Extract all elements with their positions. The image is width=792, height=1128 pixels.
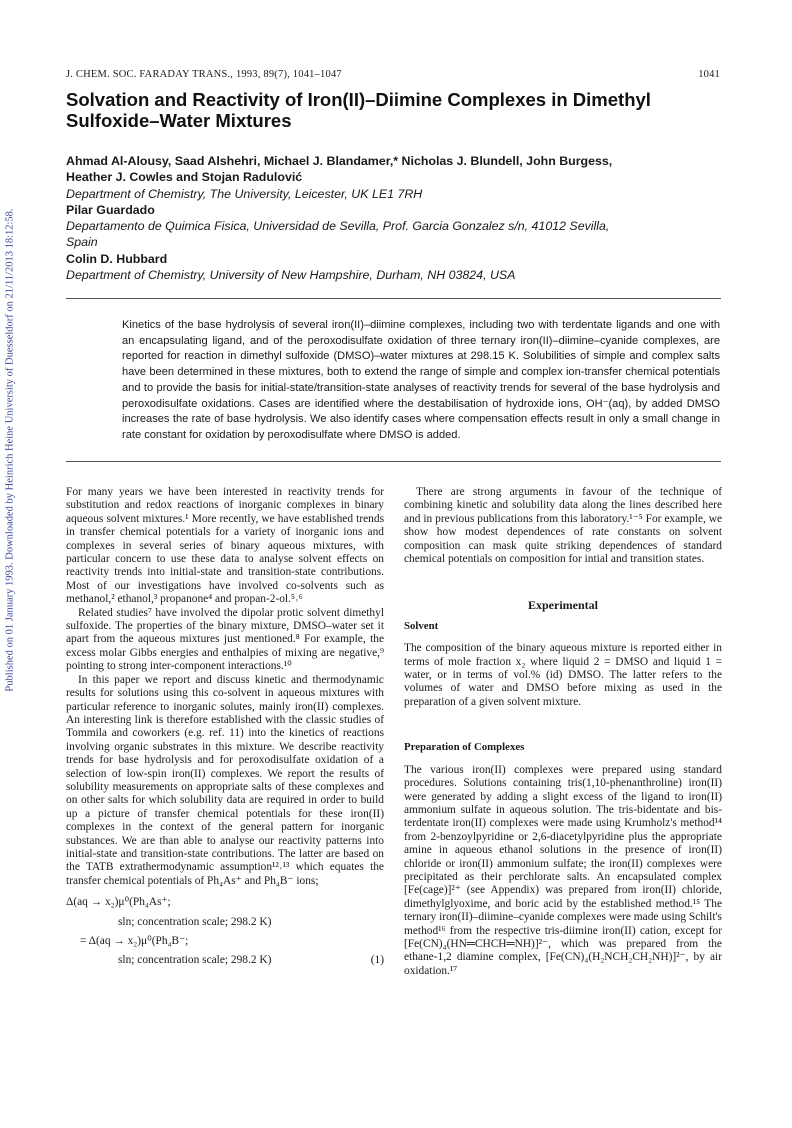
author-list-1b: Heather J. Cowles and Stojan Radulović	[66, 170, 303, 185]
author-list-1: Ahmad Al-Alousy, Saad Alshehri, Michael J. Blandamer,* Nicholas J. Blundell, John Burgess,	[66, 154, 613, 168]
equation-line-3: = Δ(aq → x₂)μ⁰(Ph₄B⁻;	[80, 935, 189, 947]
equation-line-2: sln; concentration scale; 298.2 K)	[118, 915, 272, 928]
section-heading-experimental: Experimental	[528, 598, 598, 613]
journal-citation: J. CHEM. SOC. FARADAY TRANS., 1993, 89(7), 1041–1047	[66, 69, 342, 80]
solvent-paragraph: The composition of the binary aqueous mixture is reported either in terms of mole fraction x₂ where liquid 2 = DMSO and liquid 1 = water, or in terms of vol.% (id) DMSO. The latter refers to the volumes of water and DMSO before mixing as used in the preparation of a given solvent mixture.	[404, 642, 722, 708]
left-column	[66, 486, 384, 968]
article-title-line2: Sulfoxide–Water Mixtures	[66, 110, 292, 131]
abstract-bottom-rule	[66, 461, 721, 462]
abstract: Kinetics of the base hydrolysis of several iron(II)–diimine complexes, including two with terdentate ligands and one with an encapsulating ligand, and of the peroxodisulfate oxidation of three ternary iron(II)–diimine–cyanide complexes, are reported for reaction in dimethyl sulfoxide (DMSO)–water mixtures at 298.15 K. Solubilities of simple and complex salts have been determined in these mixtures, both to extend the range of simple and complex ion-transfer chemical potentials and to provide the basis for initial-state/transition-state analyses of reactivity trends for several of the base hydrolysis and peroxodisulfate oxidations. Cases are identified where the destabilisation of hydroxide ions, OH⁻(aq), by added DMSO increases the rate of base hydrolysis. We also identify cases where compensation effects result in only a small change in rate constant for oxidation by peroxodisulfate where DMSO is added.	[122, 319, 720, 441]
intro-paragraph-3: In this paper we report and discuss kinetic and thermodynamic results for solutions using this co-solvent in aqueous mixtures with particular reference to inorganic solutes, mainly iron(II) complexes. An interesting link is therefore established with the classic studies of Tommila and coworkers (e.g. ref. 11) into the kinetics of reactions involving organic substrates in this mixture. We describe reactivity trends for base hydrolysis and for peroxodisulfate oxidation of a selection of low-spin iron(II) complexes. We report the results of solubility measurements on appropriate salts of these complexes and on other salts for which solubility data are required in order to build up a picture of transfer chemical potentials for these iron(II) complexes in the context of the general pattern for inorganic substances. We are than able to analyse our reactivity patterns into initial-state and transition-state contributions. The latter are based on the TATB extrathermodynamic assumption¹²˒¹³ which equates the transfer chemical potentials of Ph₄As⁺ and Ph₄B⁻ ions;	[66, 673, 384, 887]
article-title	[66, 89, 726, 131]
intro-paragraph-2: Related studies⁷ have involved the dipolar protic solvent dimethyl sulfoxide. The properties of the binary mixture, DMSO–water set it apart from the aqueous mixtures just mentioned.⁸ For example, the excess molar Gibbs energies and enthalpies of mixing are negative,⁹ pointing to strong inter-component interactions.¹⁰	[66, 606, 384, 673]
article-title-line1: Solvation and Reactivity of Iron(II)–Diimine Complexes in Dimethyl	[66, 89, 651, 110]
affiliation-new-hampshire: Department of Chemistry, University of New Hampshire, Durham, NH 03824, USA	[66, 268, 516, 283]
preparation-paragraph: The various iron(II) complexes were prepared using standard procedures. Solutions containing tris(1,10-phenanthroline) iron(II) were generated by adding a slight excess of the ligand to iron(II) ammonium sulfate in aqueous solution. The tris-bidentate and bis-terdentate iron(II) complexes were made using Krumholz's method¹⁴ from 2-benzoylpyridine or 2,6-diacetylpyridine plus the appropriate amine in aqueous ethanol solutions in the presence of iron(II) chloride or iron(II) ammonium sulfate; the iron(II) complexes were precipitated as their perchlorate salts. An encapsulated complex [Fe(cage)]²⁺ (see Appendix) was prepared from iron(II) chloride, dimethylglyoxime, and boric acid by the established method.¹⁵ The ternary iron(II)–diimine–cyanide complexes were made using Schilt's method¹⁶ from the respective tris-diimine iron(II) cation, except for [Fe(CN)₄(HN═CHCH═NH)]²⁻, which was prepared from the ethane-1,2 diamine complex, [Fe(CN)₄(H₂NCH₂CH₂NH)]²⁻, by air oxidation.¹⁷	[404, 763, 722, 977]
subheading-solvent: Solvent	[404, 619, 439, 632]
right-column	[404, 486, 722, 978]
equation-line-4-text: sln; concentration scale; 298.2 K)	[118, 954, 272, 967]
affiliation-sevilla: Departamento de Quimica Fisica, Universidad de Sevilla, Prof. Garcia Gonzalez s/n, 41012 Sevilla,	[66, 219, 610, 234]
abstract-top-rule	[66, 298, 721, 299]
intro-paragraph-4: There are strong arguments in favour of the technique of combining kinetic and solubility data along the lines described here and in previous publications from this laboratory.¹⁻⁵ For example, we show how modest dependences of rate constants on solvent composition can mask quite striking dependences of standard chemical potentials on composition for intial and transition states.	[404, 486, 722, 566]
subheading-preparation: Preparation of Complexes	[404, 741, 525, 754]
author-list-2: Pilar Guardado	[66, 202, 155, 217]
equation-line-4	[66, 954, 384, 967]
equation-line-1: Δ(aq → x₂)μ⁰(Ph₄As⁺;	[66, 896, 171, 909]
page-number: 1041	[698, 69, 720, 80]
author-list-3: Colin D. Hubbard	[66, 251, 168, 266]
author-block	[66, 153, 726, 283]
intro-paragraph-1: For many years we have been interested in reactivity trends for substitution and redox reactions of inorganic complexes in binary aqueous solvent mixtures.¹ More recently, we have established trends in transfer chemical potentials for a variety of inorganic ions and complexes in several series of binary aqueous mixtures, with particular concern to use these data to analyse solvent effects on reactivity trends into initial-state and transition-state contributions. Most of our investigations have involved co-solvents such as methanol,² ethanol,³ propanone⁴ and propan-2-ol.⁵˒⁶	[66, 486, 384, 606]
affiliation-sevilla-country: Spain	[66, 235, 98, 250]
download-stamp-text: Published on 01 January 1993. Downloaded by Heinrich Heine University of Duesseldorf on 21/11/2013 18:12:58.	[4, 208, 16, 692]
running-header	[66, 69, 720, 83]
download-stamp	[3, 190, 17, 710]
affiliation-leicester: Department of Chemistry, The University, Leicester, UK LE1 7RH	[66, 186, 423, 201]
equation-number: (1)	[370, 954, 384, 967]
